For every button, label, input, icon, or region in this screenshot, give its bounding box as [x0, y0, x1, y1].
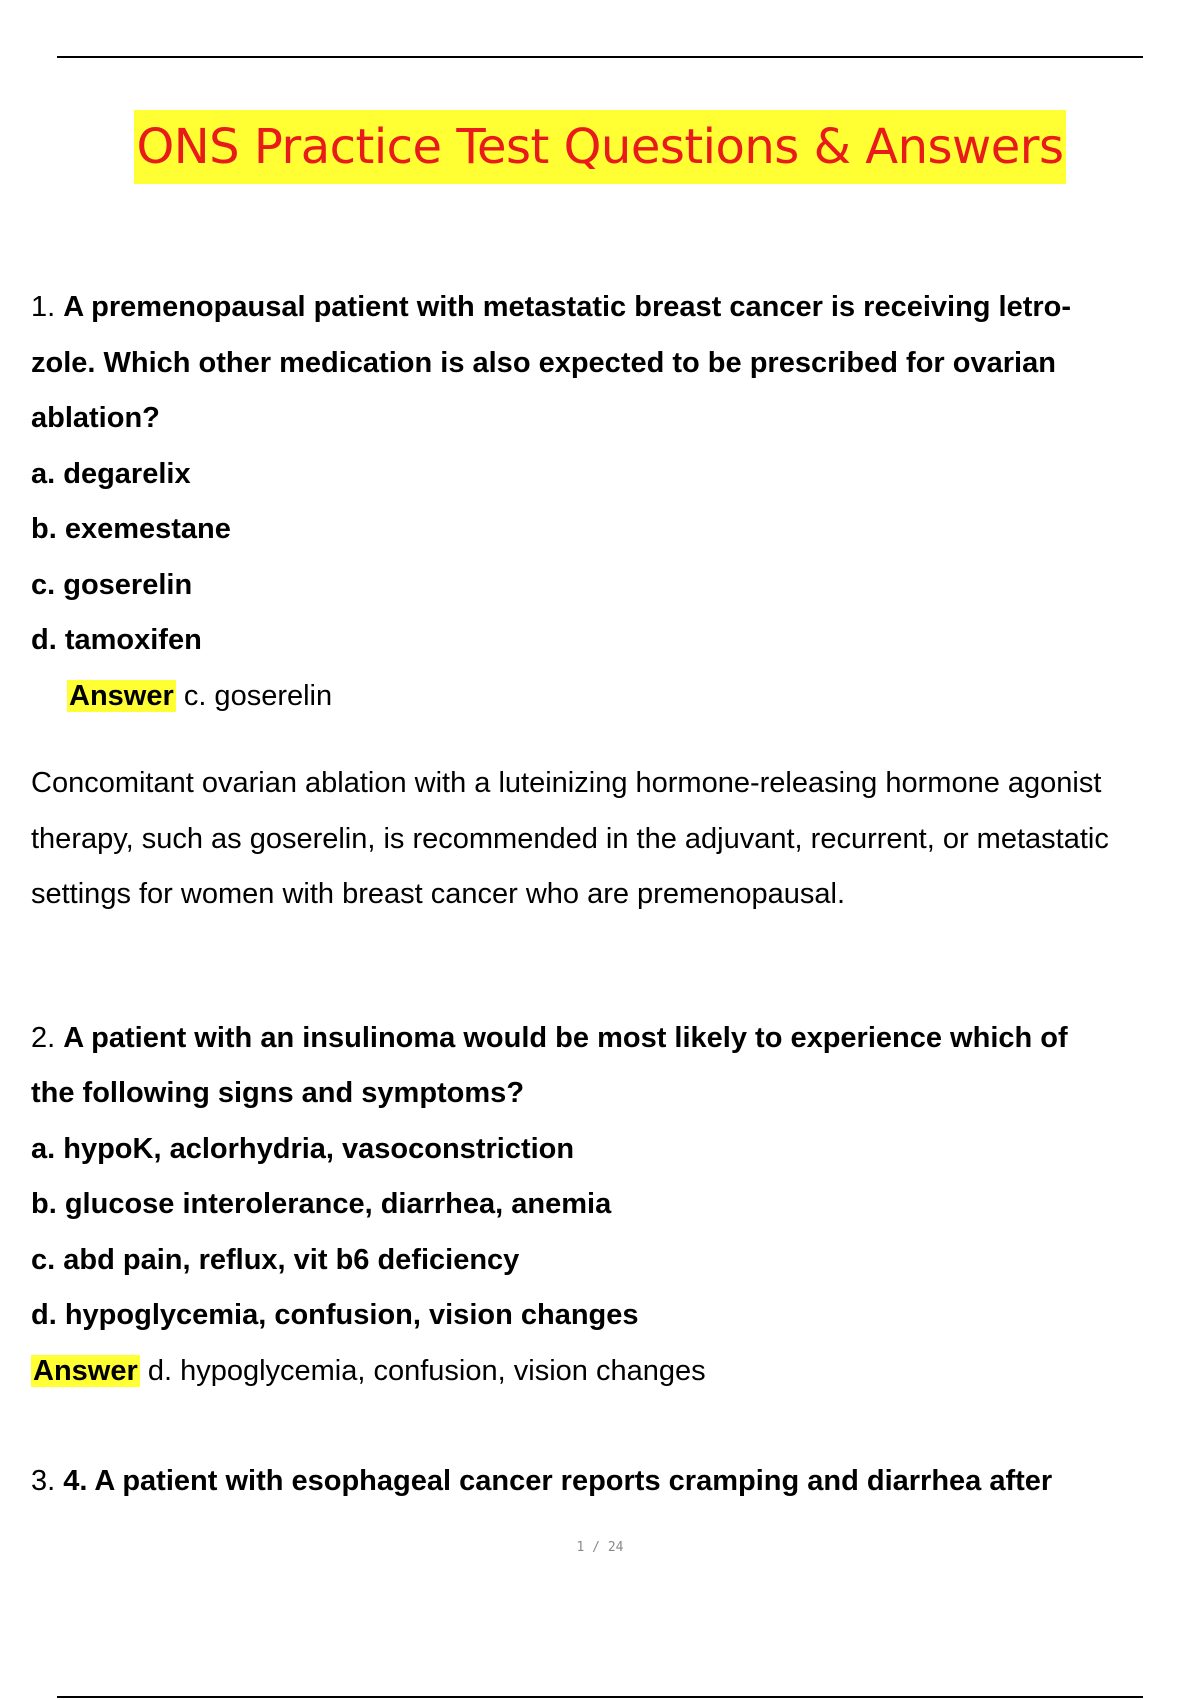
question-text: A patient with an insulinoma would be most likely to experience which of [63, 1021, 1068, 1054]
explanation-line: Concomitant ovarian ablation with a luteinizing hormone-releasing hormone agonist [31, 767, 1102, 799]
question-text: A premenopausal patient with metastatic breast cancer is receiving letro- [63, 291, 1072, 323]
question-1-option-a: a. degarelix [31, 457, 191, 490]
spacer [31, 923, 1200, 1011]
top-rule [57, 56, 1143, 58]
page-indicator: 1 / 24 [576, 1540, 624, 1555]
question-1-answer [31, 669, 1200, 725]
question-2-line-2 [31, 1066, 1200, 1122]
question-text: ablation? [31, 402, 160, 434]
answer-label: Answer [69, 679, 174, 712]
question-number: 2. [31, 1021, 56, 1054]
question-1-option-d: d. tamoxifen [31, 624, 202, 656]
spacer [31, 1399, 1200, 1454]
question-1-option-b: b. exemestane [31, 513, 231, 545]
document-content [31, 280, 1200, 1510]
question-text: 4. A patient with esophageal cancer reports cramping and diarrhea after [63, 1465, 1053, 1497]
question-2 [31, 1011, 1200, 1400]
question-1-line-2 [31, 336, 1200, 392]
question-text: the following signs and symptoms? [31, 1077, 525, 1109]
answer-label: Answer [33, 1354, 138, 1387]
question-2-option-c: c. abd pain, reflux, vit b6 deficiency [31, 1243, 520, 1276]
question-2-option-a: a. hypoK, aclorhydria, vasoconstriction [31, 1132, 575, 1165]
question-1-line-1 [31, 280, 1200, 336]
question-2-option-b: b. glucose interolerance, diarrhea, anemia [31, 1188, 612, 1220]
question-number: 1. [31, 291, 56, 323]
question-3-line-1 [31, 1454, 1200, 1510]
question-number: 3. [31, 1465, 56, 1497]
question-2-line-1 [31, 1011, 1200, 1067]
question-text: zole. Which other medication is also expected to be prescribed for ovarian [31, 346, 1056, 379]
bottom-rule [57, 1696, 1143, 1698]
title-container [0, 110, 1200, 184]
document-title: ONS Practice Test Questions & Answers [134, 110, 1065, 184]
question-1-option-c: c. goserelin [31, 568, 193, 601]
answer-text: d. hypoglycemia, confusion, vision changes [139, 1354, 706, 1387]
explanation-line: settings for women with breast cancer who are premenopausal. [31, 878, 846, 910]
question-2-answer [31, 1344, 1200, 1400]
question-1-line-3 [31, 391, 1200, 447]
question-2-option-d: d. hypoglycemia, confusion, vision changes [31, 1299, 639, 1331]
question-1 [31, 280, 1200, 923]
answer-text: c. goserelin [175, 679, 333, 712]
question-3 [31, 1454, 1200, 1510]
explanation-line: therapy, such as goserelin, is recommended in the adjuvant, recurrent, or metastatic [31, 822, 1109, 855]
question-1-explanation [31, 756, 1200, 923]
